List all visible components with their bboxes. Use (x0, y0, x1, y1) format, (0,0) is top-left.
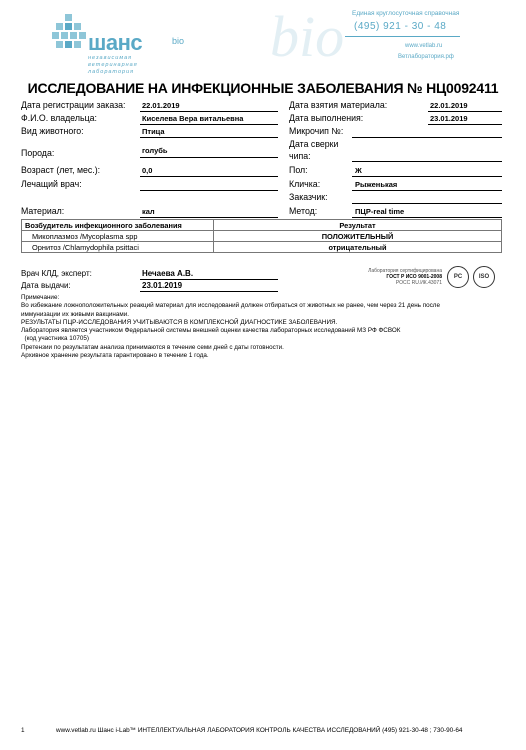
field-value: голубь (142, 146, 168, 155)
notes-line: РЕЗУЛЬТАТЫ ПЦР-ИССЛЕДОВАНИЯ УЧИТЫВАЮТСЯ В КОМПЛЕКСНОЙ ДИАГНОСТИКЕ ЗАБОЛЕВАНИЯ. (21, 318, 338, 326)
field-label: чипа: (289, 151, 311, 161)
iso-mark-icon: ISO (473, 266, 495, 288)
logo-name: шанс (88, 30, 143, 55)
footer-text: www.vetlab.ru Шанс i-Lab™ ИНТЕЛЛЕКТУАЛЬНАЯ ЛАБОРАТОРИЯ КОНТРОЛЬ КАЧЕСТВА ИССЛЕДОВАНИЙ (495) 921-30-48 ; 730-90-64 (56, 727, 463, 734)
notes-line: Лаборатория является участником Федеральной системы внешней оценки качества лабораторных исследований МЗ РФ ФСВОК (21, 327, 401, 335)
field-underline (140, 157, 278, 158)
field-underline (140, 190, 278, 191)
field-label: Лечащий врач: (21, 179, 82, 189)
field-underline (140, 111, 278, 112)
field-label: Ф.И.О. владельца: (21, 113, 97, 123)
table-row (22, 231, 502, 242)
field-label: Вид животного: (21, 126, 84, 136)
header-site-1[interactable]: www.vetlab.ru (405, 43, 443, 49)
field-label: Дата выполнения: (289, 113, 364, 123)
field-underline (352, 176, 502, 177)
field-underline (428, 124, 502, 125)
field-underline (428, 111, 502, 112)
field-underline (140, 137, 278, 138)
expert-label: Врач КЛД, эксперт: (21, 269, 92, 278)
field-underline (352, 137, 502, 138)
watermark-logo: bio (270, 4, 345, 69)
field-label: Материал: (21, 206, 65, 216)
field-value: Киселева Вера витальевна (142, 114, 244, 123)
notes-line: Претензии по результатам анализа принимаются в течение семи дней с даты готовности. (21, 343, 284, 351)
notes-line: Во избежание ложноположительных реакций материал для исследований должен отбираться от животных не ранее, чем через 21 день после (21, 302, 440, 310)
certification-text (360, 268, 442, 286)
page-title: ИССЛЕДОВАНИЕ НА ИНФЕКЦИОННЫЕ ЗАБОЛЕВАНИЯ № НЦ0092411 (27, 80, 499, 96)
cert-line: ГОСТ Р ИСО 9001-2008 (386, 274, 442, 280)
field-value: Ж (355, 166, 362, 175)
field-label: Кличка: (289, 179, 321, 189)
service-label: Единая круглосуточная справочная (352, 10, 460, 17)
field-underline (140, 217, 278, 218)
field-underline (352, 217, 502, 218)
header-divider (345, 36, 460, 37)
table-row (22, 242, 502, 253)
field-underline (140, 176, 278, 177)
notes-line: Архивное хранение результата гарантировано в течение 1 года. (21, 352, 209, 360)
field-label: Дата регистрации заказа: (21, 100, 126, 110)
logo-subtitle-line: ветеринарная (88, 62, 138, 68)
header-pathogen: Возбудитель инфекционного заболевания (22, 220, 214, 231)
field-value: 23.01.2019 (430, 114, 468, 123)
expert-value: Нечаева А.В. (142, 269, 194, 278)
field-underline (140, 291, 278, 292)
field-label: Заказчик: (289, 192, 328, 202)
table-header-row (22, 220, 502, 231)
notes-line: (код участника 10705) (21, 335, 89, 343)
issue-value: 23.01.2019 (142, 281, 183, 290)
field-value: ПЦР-real time (355, 207, 405, 216)
result-cell: отрицательный (214, 242, 502, 253)
field-label: Дата взятия материала: (289, 100, 388, 110)
results-table (21, 219, 502, 253)
header-result: Результат (214, 220, 502, 231)
field-value: кал (142, 207, 155, 216)
pct-mark-icon: PC (447, 266, 469, 288)
issue-label: Дата выдачи: (21, 281, 71, 290)
page-number: 1 (21, 727, 25, 734)
logo-subtitle-line: независимая (88, 55, 133, 61)
header-phone: (495) 921 - 30 - 48 (354, 21, 447, 32)
field-underline (352, 190, 502, 191)
logo-subtitle (88, 55, 138, 76)
field-underline (140, 124, 278, 125)
field-label: Пол: (289, 165, 308, 175)
cert-line: РОСС RU.ИК.43071 (395, 280, 442, 286)
field-underline (352, 203, 502, 204)
field-value: 0,0 (142, 166, 153, 175)
notes-title: Примечание: (21, 294, 60, 301)
field-label: Возраст (лет, мес.): (21, 165, 101, 175)
logo-suffix: bio (172, 36, 185, 46)
header-site-2[interactable]: Ветлаборатория.рф (398, 54, 454, 60)
field-value: Птица (142, 127, 165, 136)
notes-block (21, 294, 501, 360)
logo-subtitle-line: лаборатория (88, 69, 135, 75)
pathogen-cell: Микоплазмоз /Mycoplasma spp (22, 231, 214, 242)
field-label: Микрочип №: (289, 126, 344, 136)
field-label: Метод: (289, 206, 318, 216)
field-value: Рыженькая (355, 180, 398, 189)
field-label: Дата сверки (289, 139, 339, 149)
cert-line: Лаборатория сертифицирована (368, 268, 442, 274)
pathogen-cell: Орнитоз /Chlamydophila psittaci (22, 242, 214, 253)
field-value: 22.01.2019 (430, 101, 468, 110)
notes-line: иммунизации их живыми вакцинами. (21, 310, 130, 318)
field-label: Порода: (21, 148, 55, 158)
field-underline (140, 279, 278, 280)
field-underline (352, 161, 502, 162)
logo-grid-icon (52, 14, 86, 48)
result-cell: ПОЛОЖИТЕЛЬНЫЙ (214, 231, 502, 242)
field-value: 22.01.2019 (142, 101, 180, 110)
